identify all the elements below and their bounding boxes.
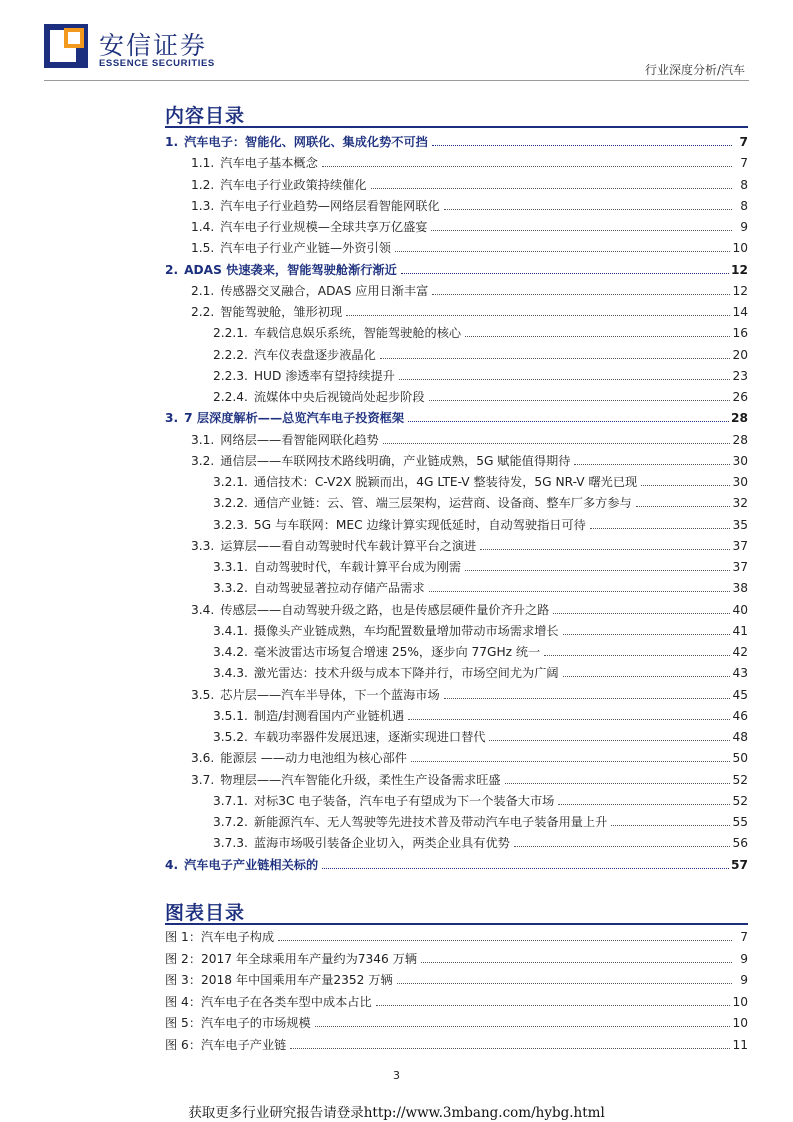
toc-entry-page: 37 — [732, 538, 748, 553]
toc-entry-number: 3.6. — [191, 751, 215, 766]
toc-dot-leader — [399, 379, 731, 380]
toc-entry-number: 3.2.2. — [213, 496, 248, 511]
toc-entry[interactable] — [191, 215, 748, 235]
toc-dot-leader — [480, 549, 730, 550]
toc-entry-page: 32 — [732, 496, 748, 511]
figure-entry-title: 图 4：汽车电子在各类车型中成本占比 — [165, 994, 372, 1009]
figure-entry-title: 图 6：汽车电子产业链 — [165, 1037, 287, 1052]
toc-dot-leader — [553, 613, 730, 614]
figure-entry[interactable] — [165, 947, 748, 967]
toc-dot-leader — [380, 358, 731, 359]
footer-ad-link[interactable]: 获取更多行业研究报告请登录http://www.3mbang.com/hybg.html — [188, 1105, 605, 1121]
toc-entry-page: 56 — [732, 836, 748, 851]
toc-dot-leader — [574, 464, 730, 465]
toc-entry-title: 汽车电子行业规模—全球共享万亿盛宴 — [220, 220, 428, 234]
toc-entry-number: 3.5.2. — [213, 730, 248, 744]
toc-entry[interactable] — [213, 789, 748, 809]
figure-entry[interactable] — [165, 1033, 748, 1053]
toc-dot-leader — [544, 655, 730, 656]
toc-dot-leader — [641, 485, 730, 486]
toc-dot-leader — [465, 570, 730, 571]
toc-dot-leader — [444, 698, 731, 699]
toc-entry-page: 20 — [732, 347, 748, 362]
figure-entry[interactable] — [165, 925, 748, 945]
toc-entry-title: 车载功率器件发展迅速，逐渐实现进口替代 — [253, 730, 486, 744]
toc-entry-number: 3.7. — [191, 772, 215, 787]
toc-entry-page: 10 — [732, 241, 748, 256]
toc-entry-title: 对标3C 电子装备，汽车电子有望成为下一个装备大市场 — [253, 793, 555, 808]
figures-title: 图表目录 — [165, 902, 246, 924]
toc-entry-title: 毫米波雷达市场复合增速 25%，逐步向 77GHz 统一 — [253, 645, 541, 659]
toc-dot-leader — [489, 740, 730, 741]
figure-dot-leader — [421, 962, 732, 963]
toc-entry[interactable] — [191, 598, 748, 618]
toc-entry[interactable] — [213, 555, 748, 575]
figure-dot-leader — [278, 940, 732, 941]
toc-dot-leader — [429, 400, 731, 401]
toc-entry[interactable] — [191, 534, 748, 554]
brand-name-en: ESSENCE SECURITIES — [99, 58, 215, 69]
toc-entry-number: 3.1. — [191, 432, 215, 447]
toc-entry-title: HUD 渗透率有望持续提升 — [253, 368, 395, 383]
toc-entry-page: 30 — [732, 453, 748, 468]
toc-entry-number: 3.2.3. — [213, 517, 248, 532]
toc-entry-page: 43 — [732, 666, 748, 681]
toc-entry-number: 3.5.1. — [213, 708, 248, 723]
toc-entry[interactable] — [191, 300, 748, 320]
toc-entry-number: 3. — [165, 411, 179, 426]
toc-entry[interactable] — [213, 364, 748, 384]
toc-entry[interactable] — [165, 853, 748, 873]
toc-entry-number: 1.2. — [191, 177, 215, 192]
toc-entry-page: 45 — [732, 687, 748, 702]
toc-entry-number: 3.2.1. — [213, 475, 248, 489]
toc-entry-page: 23 — [732, 368, 748, 383]
toc-entry[interactable] — [213, 385, 748, 405]
toc-entry-title: 新能源汽车、无人驾驶等先进技术普及带动汽车电子装备用量上升 — [253, 815, 608, 829]
toc-entry-title: 传感层——自动驾驶升级之路，也是传感层硬件量价齐升之路 — [220, 602, 550, 617]
toc-entry-title: 运算层——看自动驾驶时代车载计算平台之演进 — [220, 538, 477, 553]
toc-dot-leader — [432, 145, 732, 146]
toc-entry[interactable] — [213, 576, 748, 596]
toc-entry-number: 1.1. — [191, 156, 215, 171]
figure-entry-page: 9 — [740, 973, 748, 987]
toc-dot-leader — [505, 783, 731, 784]
toc-entry-page: 30 — [732, 475, 748, 489]
toc-entry-number: 4. — [165, 857, 179, 872]
toc-dot-leader — [322, 166, 732, 167]
toc-entry[interactable] — [191, 279, 748, 299]
figure-dot-leader — [397, 983, 732, 984]
toc-entry-number: 3.7.2. — [213, 815, 248, 829]
toc-entry-page: 8 — [740, 177, 748, 192]
figure-entry-title: 图 2：2017 年全球乘用车产量约为7346 万辆 — [165, 951, 418, 966]
toc-dot-leader — [408, 719, 730, 720]
toc-dot-leader — [563, 634, 731, 635]
figure-dot-leader — [315, 1026, 731, 1027]
toc-entry-title: 汽车仪表盘逐步液晶化 — [253, 347, 376, 362]
figure-entry-title: 图 3：2018 年中国乘用车产量2352 万辆 — [165, 973, 393, 987]
toc-entry-number: 3.3.1. — [213, 560, 248, 574]
toc-entry-title: 汽车电子：智能化、网联化、集成化势不可挡 — [184, 135, 428, 149]
toc-entry-page: 37 — [732, 560, 748, 574]
toc-entry-page: 12 — [731, 262, 748, 277]
toc-entry-title: 汽车电子行业产业链—外资引领 — [220, 241, 391, 256]
toc-entry-title: 5G 与车联网：MEC 边缘计算实现低延时，自动驾驶指日可待 — [253, 517, 586, 532]
toc-entry-number: 2.2.3. — [213, 368, 248, 383]
toc-entry-number: 2.2. — [191, 305, 215, 319]
figure-dot-leader — [376, 1005, 731, 1006]
toc-entry-page: 7 — [739, 135, 748, 149]
toc-entry[interactable] — [191, 768, 748, 788]
toc-dot-leader — [408, 421, 729, 422]
toc-entry-number: 2. — [165, 262, 179, 277]
toc-entry-page: 12 — [732, 283, 748, 298]
toc-entry-page: 35 — [732, 517, 748, 532]
toc-entry-page: 52 — [732, 793, 748, 808]
toc-entry-title: 通信技术：C-V2X 脱颖而出，4G LTE-V 整装待发，5G NR-V 曙光已现 — [253, 475, 638, 489]
toc-dot-leader — [371, 188, 732, 189]
toc-entry[interactable] — [165, 406, 748, 426]
toc-entry-page: 8 — [740, 198, 748, 213]
toc-dot-leader — [383, 443, 731, 444]
toc-entry-title: 智能驾驶舱，雏形初现 — [220, 305, 343, 319]
toc-entry-number: 1. — [165, 135, 179, 149]
toc-entry-title: 汽车电子行业政策持续催化 — [220, 177, 367, 192]
toc-entry[interactable] — [213, 640, 748, 660]
toc-entry[interactable] — [213, 491, 748, 511]
toc-entry[interactable] — [191, 173, 748, 193]
toc-entry-number: 3.4.3. — [213, 666, 248, 681]
toc-entry-number: 3.3. — [191, 538, 215, 553]
figure-entry-page: 9 — [740, 951, 748, 966]
toc-dot-leader — [444, 209, 732, 210]
toc-entry-title: 网络层——看智能网联化趋势 — [220, 432, 379, 447]
toc-entry[interactable] — [213, 321, 748, 341]
toc-entry-number: 2.2.4. — [213, 390, 248, 404]
toc-dot-leader — [590, 528, 731, 529]
figure-entry[interactable] — [165, 990, 748, 1010]
toc-dot-leader — [322, 868, 729, 869]
toc-entry-number: 3.2. — [191, 453, 215, 468]
toc-entry-title: 蓝海市场吸引装备企业切入，两类企业具有优势 — [253, 836, 510, 851]
toc-entry[interactable] — [191, 194, 748, 214]
header-divider — [44, 80, 749, 81]
figure-entry-title: 图 1：汽车电子构成 — [165, 930, 275, 944]
report-category: 行业深度分析/汽车 — [644, 63, 745, 77]
toc-dot-leader — [611, 825, 730, 826]
toc-entry[interactable] — [191, 449, 748, 469]
toc-entry-title: 能源层 ——动力电池组为核心部件 — [220, 751, 407, 766]
page-header — [0, 0, 793, 80]
toc-entry[interactable] — [191, 151, 748, 171]
toc-entry[interactable] — [213, 619, 748, 639]
toc-entry[interactable] — [213, 513, 748, 533]
toc-entry-number: 3.4. — [191, 602, 215, 617]
toc-entry-page: 46 — [732, 708, 748, 723]
toc-entry[interactable] — [213, 661, 748, 681]
toc-entry-page: 7 — [740, 156, 748, 171]
toc-entry[interactable] — [213, 343, 748, 363]
toc-entry-title: 流媒体中央后视镜尚处起步阶段 — [253, 390, 425, 404]
toc-entry[interactable] — [191, 683, 748, 703]
toc-entry-page: 55 — [732, 815, 748, 829]
toc-entry-page: 26 — [732, 390, 748, 404]
page-number: 3 — [393, 1069, 400, 1082]
toc-entry[interactable] — [165, 258, 748, 278]
toc-entry-title: 车载信息娱乐系统，智能驾驶舱的核心 — [253, 326, 462, 341]
toc-entry-number: 1.5. — [191, 241, 215, 256]
toc-entry-number: 2.1. — [191, 283, 215, 298]
toc-entry[interactable] — [213, 704, 748, 724]
toc-entry[interactable] — [165, 130, 748, 150]
toc-entry-page: 50 — [732, 751, 748, 766]
toc-entry-page: 57 — [731, 857, 748, 872]
toc-entry-number: 3.3.2. — [213, 581, 248, 596]
toc-entry[interactable] — [213, 470, 748, 490]
toc-title: 内容目录 — [165, 105, 246, 127]
toc-dot-leader — [346, 315, 730, 316]
toc-entry-title: 制造/封测看国内产业链机遇 — [253, 708, 405, 723]
figure-dot-leader — [290, 1048, 730, 1049]
toc-dot-leader — [636, 506, 731, 507]
toc-dot-leader — [411, 761, 731, 762]
toc-entry-page: 41 — [732, 623, 748, 638]
toc-dot-leader — [401, 273, 729, 274]
toc-entry-title: 汽车电子产业链相关标的 — [184, 857, 319, 872]
toc-entry-title: 芯片层——汽车半导体，下一个蓝海市场 — [220, 687, 440, 702]
toc-dot-leader — [563, 676, 731, 677]
toc-dot-leader — [429, 591, 731, 592]
toc-dot-leader — [558, 804, 730, 805]
toc-entry[interactable] — [213, 725, 748, 745]
toc-entry-title: 通信产业链：云、管、端三层架构，运营商、设备商、整车厂多方参与 — [253, 496, 632, 511]
toc-entry-page: 48 — [732, 730, 748, 744]
figure-entry[interactable] — [165, 968, 748, 988]
toc-dot-leader — [431, 230, 732, 231]
toc-entry-title: 传感器交叉融合，ADAS 应用日渐丰富 — [220, 283, 429, 298]
toc-entry[interactable] — [191, 746, 748, 766]
toc-entry-number: 3.4.1. — [213, 623, 248, 638]
toc-entry-page: 28 — [732, 432, 748, 447]
toc-entry-number: 2.2.1. — [213, 326, 248, 341]
toc-entry-title: 汽车电子基本概念 — [220, 156, 318, 171]
toc-dot-leader — [432, 294, 730, 295]
toc-entry-number: 3.7.1. — [213, 793, 248, 808]
toc-entry-page: 38 — [732, 581, 748, 596]
toc-entry-number: 3.5. — [191, 687, 215, 702]
toc-entry-number: 3.4.2. — [213, 645, 248, 659]
toc-entry-page: 28 — [731, 411, 748, 426]
toc-entry-title: 7 层深度解析——总览汽车电子投资框架 — [184, 411, 405, 426]
toc-entry-number: 1.3. — [191, 198, 215, 213]
toc-dot-leader — [514, 846, 731, 847]
figure-entry[interactable] — [165, 1011, 748, 1031]
figure-entry-page: 10 — [732, 1016, 748, 1030]
toc-entry-page: 9 — [740, 220, 748, 234]
brand-name-cn: 安信证券 — [99, 31, 208, 60]
toc-entry-title: 物理层——汽车智能化升级，柔性生产设备需求旺盛 — [220, 772, 501, 787]
toc-entry[interactable] — [213, 810, 748, 830]
toc-entry-title: ADAS 快速袭来，智能驾驶舱渐行渐近 — [184, 262, 397, 277]
toc-entry-title: 激光雷达：技术升级与成本下降并行，市场空间尤为广阔 — [253, 666, 559, 681]
toc-entry[interactable] — [191, 428, 748, 448]
toc-dot-leader — [395, 251, 731, 252]
toc-entry-page: 42 — [732, 645, 748, 659]
toc-entry-title: 摄像头产业链成熟，车均配置数量增加带动市场需求增长 — [253, 623, 559, 638]
figure-entry-page: 11 — [732, 1037, 748, 1052]
toc-entry[interactable] — [191, 236, 748, 256]
toc-dot-leader — [465, 336, 730, 337]
toc-entry-page: 16 — [732, 326, 748, 341]
figure-entry-page: 7 — [740, 930, 748, 944]
toc-entry[interactable] — [213, 831, 748, 851]
toc-entry-title: 汽车电子行业趋势—网络层看智能网联化 — [220, 198, 440, 213]
toc-entry-title: 自动驾驶时代，车载计算平台成为刚需 — [253, 560, 462, 574]
toc-entry-title: 自动驾驶显著拉动存储产品需求 — [253, 581, 425, 596]
toc-entry-number: 2.2.2. — [213, 347, 248, 362]
toc-entry-page: 40 — [732, 602, 748, 617]
toc-entry-page: 14 — [732, 305, 748, 319]
toc-title-rule — [165, 126, 748, 128]
toc-entry-page: 52 — [732, 772, 748, 787]
figure-entry-page: 10 — [732, 994, 748, 1009]
toc-entry-number: 1.4. — [191, 220, 215, 234]
toc-entry-number: 3.7.3. — [213, 836, 248, 851]
figure-entry-title: 图 5：汽车电子的市场规模 — [165, 1016, 311, 1030]
essence-logo-icon — [44, 24, 88, 68]
toc-entry-title: 通信层——车联网技术路线明确，产业链成熟，5G 赋能值得期待 — [220, 453, 571, 468]
